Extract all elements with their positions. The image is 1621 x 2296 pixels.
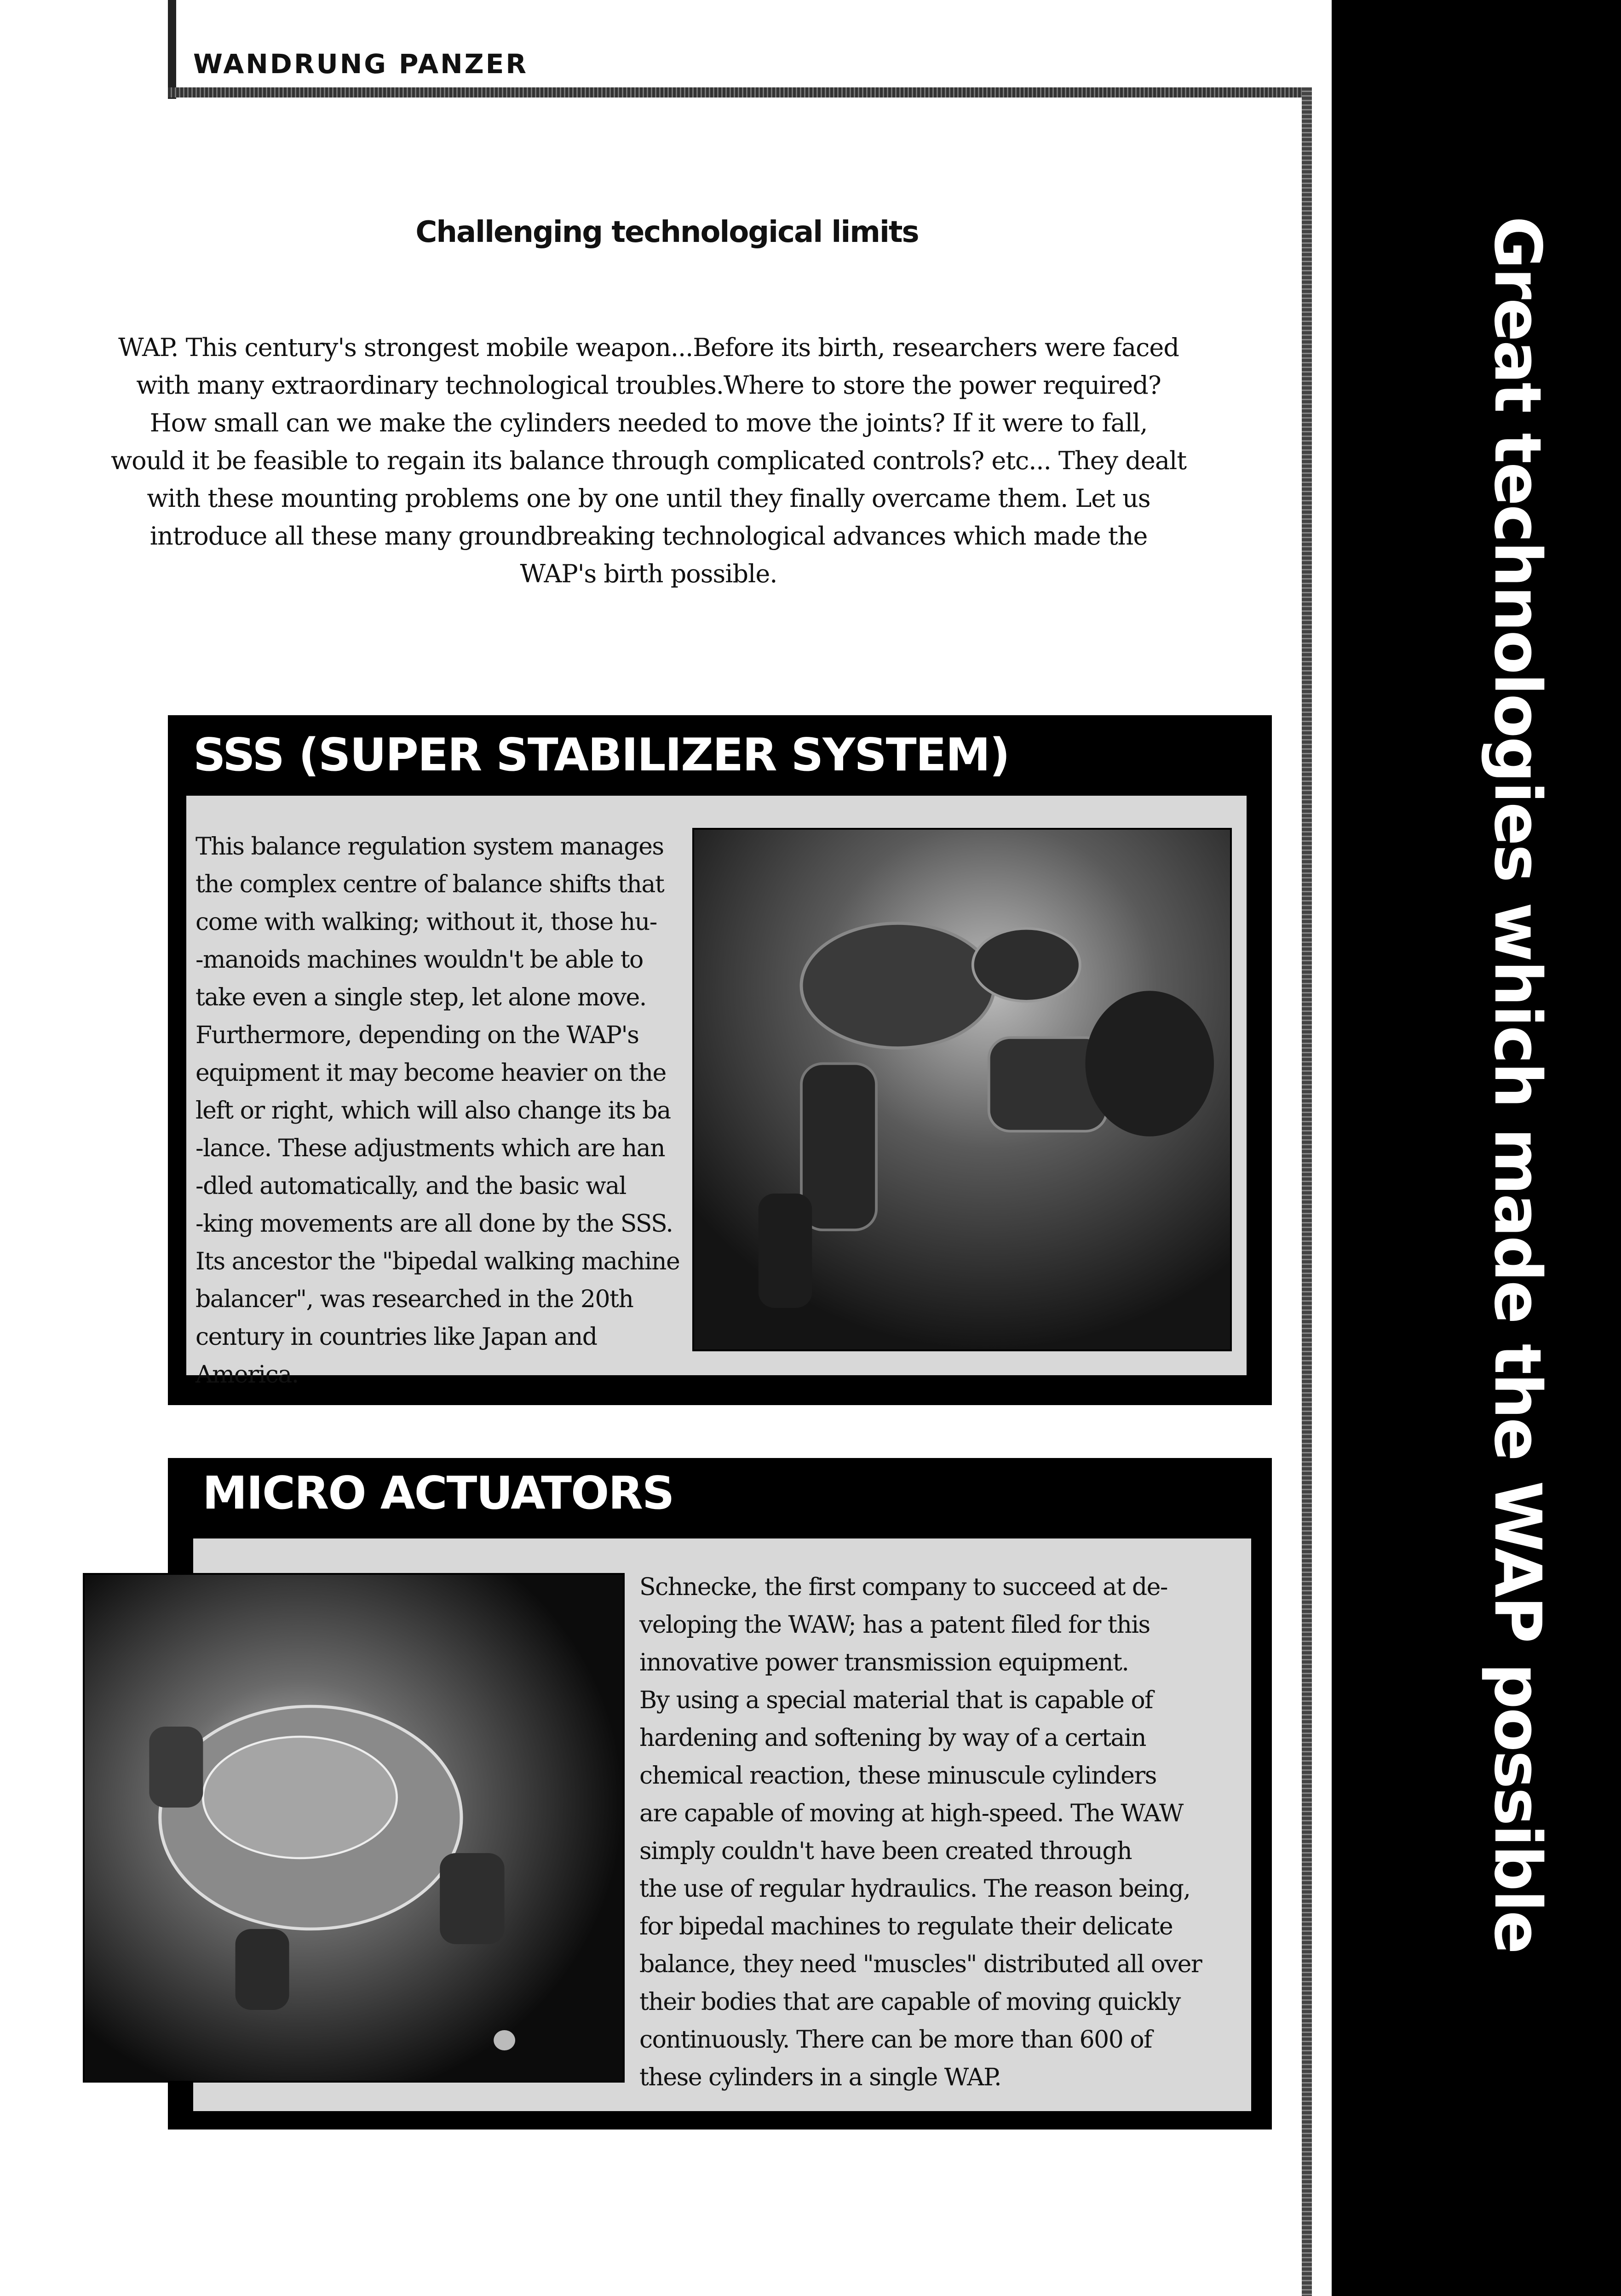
- micro-mech-photo: [83, 1573, 625, 2083]
- vertical-title: Great technologies which made the WAP possible: [1480, 216, 1555, 1953]
- micro-title: MICRO ACTUATORS: [202, 1467, 674, 1520]
- header-bar: [168, 0, 176, 99]
- side-band: [1332, 0, 1621, 2296]
- sss-mech-photo: [692, 828, 1232, 1351]
- intro-body: WAP. This century's strongest mobile weapon...Before its birth, researchers were faced with many extraordinary technological troubles.Where to store the power required? How small can we make the cylinders needed to move the joints? If it were to fall, would it be feasible to regain its balance through complicated controls? etc... They dealt with these mounting problems one by one until they finally overcame them. Let us introduce all these many groundbreaking technological advances which made the WAP's birth possible.: [110, 333, 1187, 588]
- right-rule: [1302, 87, 1312, 2296]
- intro-heading: Challenging technological limits: [415, 215, 919, 249]
- series-title: WANDRUNG PANZER: [193, 48, 528, 80]
- sss-title: SSS (SUPER STABILIZER SYSTEM): [193, 729, 1009, 781]
- micro-body: Schnecke, the first company to succeed at de- veloping the WAW; has a patent filed for this innovative power transmission equipment. By using a special material that is capable of hardening and softening by way of a certain chemical reaction, these minuscule cylinders are capable of moving at high-speed. The WAW simply couldn't have been created through the use of regular hydraulics. The reason being, for bipedal machines to regulate their delicate balance, they need "muscles" distributed all over their bodies that are capable of moving quickly continuously. There can be more than 600 of these cylinders in a single WAP.: [639, 1573, 1202, 2091]
- sss-body: This balance regulation system manages the complex centre of balance shifts that come with walking; without it, those hu- -manoids machines wouldn't be able to take even a single step, let alone move. Furthermore, depending on the WAP's equipment it may become heavier on the left or right, which will also change its ba -lance. These adjustments which are han -dled automatically, and the basic wal -king movements are all done by the SSS. Its ancestor the "bipedal walking machine balancer", was researched in the 20th century in countries like Japan and America.: [195, 833, 680, 1389]
- header-rule: [168, 87, 1309, 98]
